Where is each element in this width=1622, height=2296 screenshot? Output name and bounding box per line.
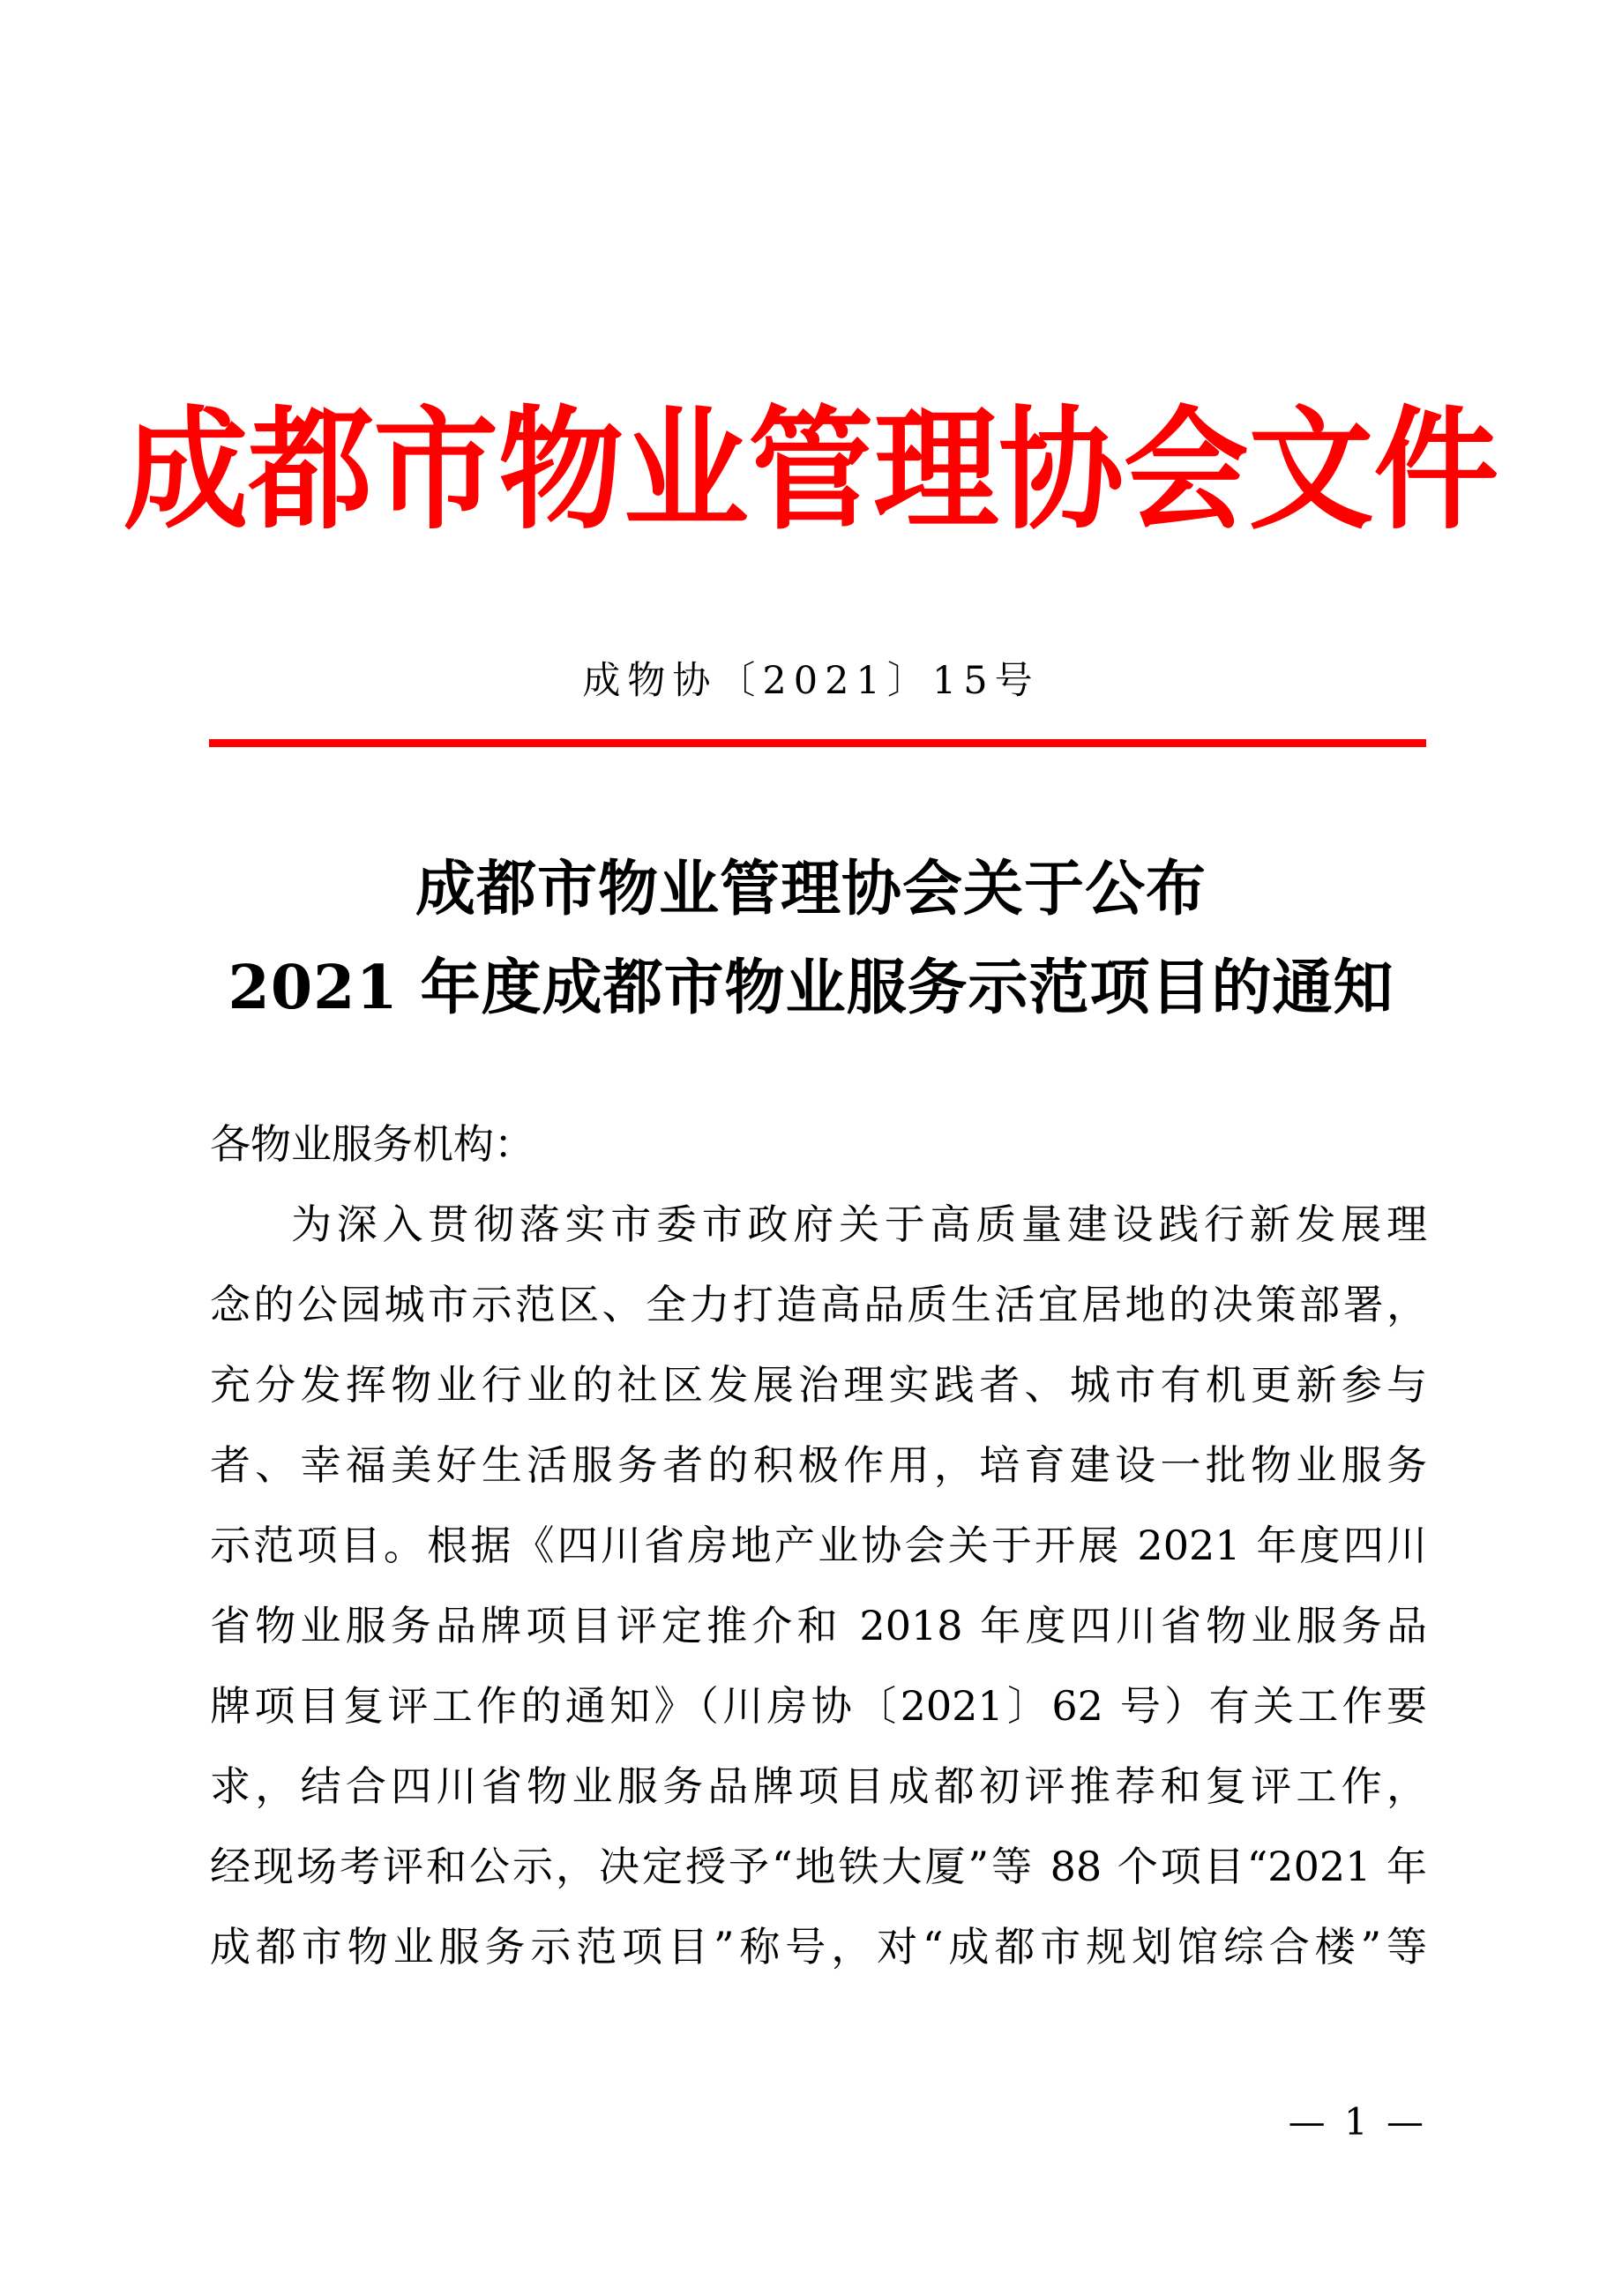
body-line: 为深入贯彻落实市委市政府关于高质量建设践行新发展理 — [291, 1200, 1427, 1248]
body-text — [210, 1104, 1427, 1987]
salutation: 各物业服务机构： — [210, 1120, 534, 1168]
page-number: — 1 — — [1288, 2100, 1427, 2143]
body-line: 牌项目复评工作的通知》（川房协〔2021〕62 号）有关工作要 — [210, 1682, 1427, 1730]
notice-title — [0, 840, 1622, 1037]
notice-title-line2: 2021 年度成都市物业服务示范项目的通知 — [228, 953, 1394, 1023]
body-line: 省物业服务品牌项目评定推介和 2018 年度四川省物业服务品 — [210, 1602, 1427, 1649]
red-divider-line — [209, 739, 1426, 747]
notice-title-line1: 成都市物业管理协会关于公布 — [415, 854, 1207, 924]
body-line: 求，结合四川省物业服务品牌项目成都初评推荐和复评工作， — [210, 1762, 1427, 1810]
body-line: 成都市物业服务示范项目”称号，对“成都市规划馆综合楼”等 — [210, 1923, 1427, 1971]
body-line: 充分发挥物业行业的社区发展治理实践者、城市有机更新参与 — [210, 1361, 1427, 1409]
body-line: 者、幸福美好生活服务者的积极作用，培育建设一批物业服务 — [210, 1441, 1427, 1489]
document-number: 成物协〔2021〕15号 — [582, 659, 1040, 703]
paragraph-lines — [210, 1185, 1427, 1987]
body-line: 念的公园城市示范区、全力打造高品质生活宜居地的决策部署， — [210, 1281, 1427, 1328]
body-line: 示范项目。根据《四川省房地产业协会关于开展 2021 年度四川 — [210, 1522, 1427, 1569]
letterhead-title: 成都市物业管理协会文件 — [123, 393, 1499, 548]
body-line: 经现场考评和公示，决定授予“地铁大厦”等 88 个项目“2021 年 — [210, 1843, 1427, 1890]
